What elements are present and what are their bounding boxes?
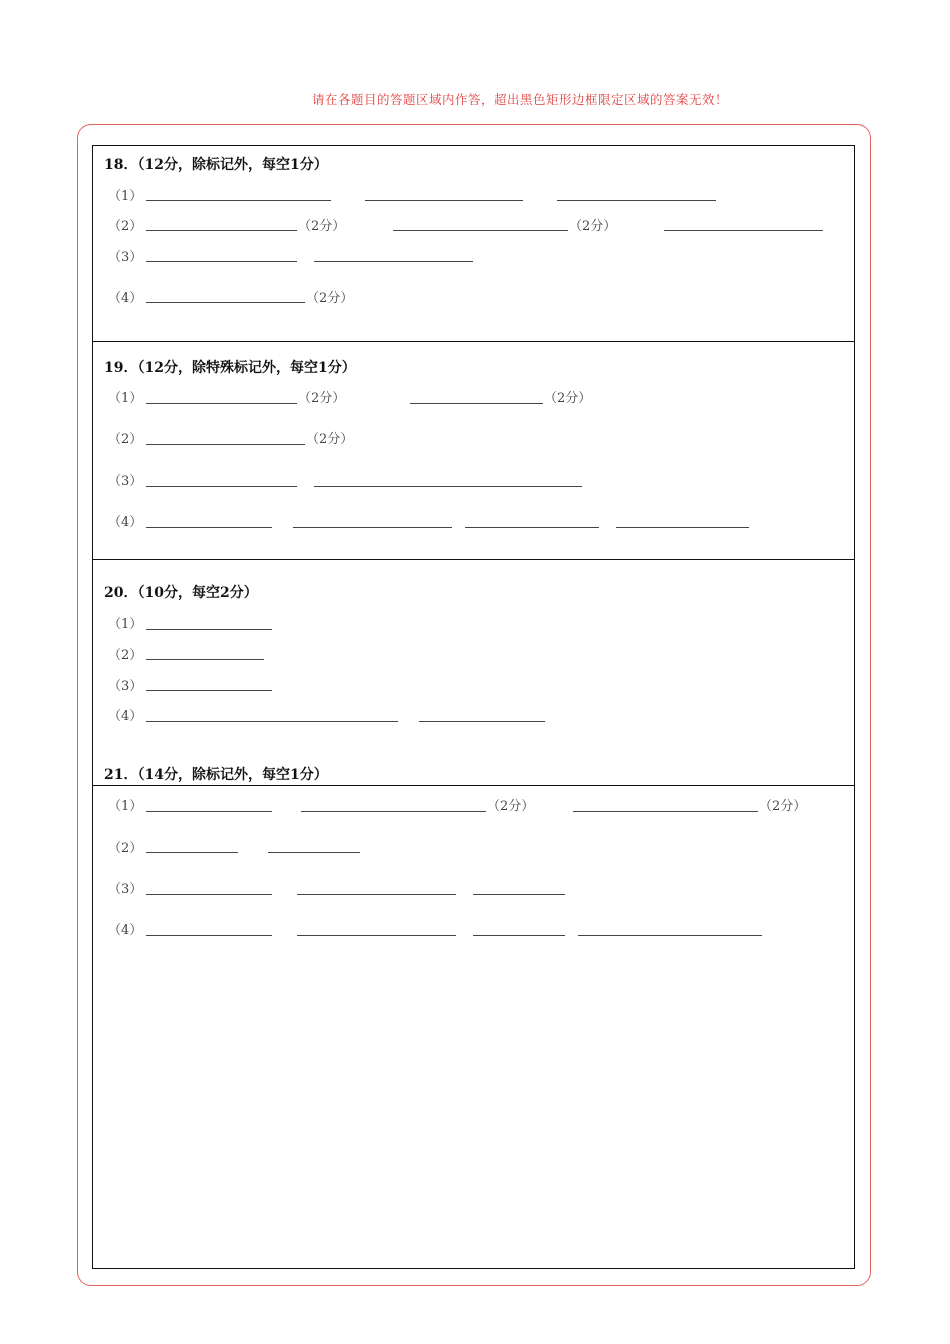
part-3-label: （3） <box>108 882 143 897</box>
answer-blank[interactable] <box>146 230 297 231</box>
answer-blank[interactable] <box>573 811 758 812</box>
answer-blank[interactable] <box>393 230 568 231</box>
answer-blank[interactable] <box>297 935 456 936</box>
answer-blank[interactable] <box>465 527 599 528</box>
answer-blank[interactable] <box>419 721 545 722</box>
part-4-label: （4） <box>108 515 143 530</box>
part-1-label: （1） <box>108 617 143 632</box>
part-3-label: （3） <box>108 250 143 265</box>
part-4-label: （4） <box>108 709 143 724</box>
answer-blank[interactable] <box>664 230 823 231</box>
answer-blank[interactable] <box>297 894 456 895</box>
points-note: （2分） <box>759 799 807 814</box>
part-1-label: （1） <box>108 189 143 204</box>
answer-area-notice: 请在各题目的答题区域内作答，超出黑色矩形边框限定区域的答案无效！ <box>311 92 728 107</box>
answer-blank[interactable] <box>146 629 272 630</box>
section-divider <box>92 785 855 786</box>
answer-blank[interactable] <box>146 486 297 487</box>
answer-blank[interactable] <box>146 261 297 262</box>
answer-blank[interactable] <box>146 444 305 445</box>
part-1-label: （1） <box>108 391 143 406</box>
answer-blank[interactable] <box>146 659 264 660</box>
answer-blank[interactable] <box>146 935 272 936</box>
points-note: （2分） <box>544 391 592 406</box>
part-1-label: （1） <box>108 799 143 814</box>
part-2-label: （2） <box>108 219 143 234</box>
answer-region-frame <box>92 145 855 1269</box>
points-note: （2分） <box>487 799 535 814</box>
answer-blank[interactable] <box>365 200 523 201</box>
answer-blank[interactable] <box>268 852 360 853</box>
part-2-label: （2） <box>108 648 143 663</box>
points-note: （2分） <box>298 219 346 234</box>
part-2-label: （2） <box>108 432 143 447</box>
answer-blank[interactable] <box>146 690 272 691</box>
question-18-title: 18．（12分，除标记外，每空1分） <box>104 157 328 173</box>
question-20-title: 20．（10分，每空2分） <box>104 585 258 601</box>
answer-blank[interactable] <box>146 527 272 528</box>
question-19-title: 19．（12分，除特殊标记外，每空1分） <box>104 360 356 376</box>
answer-blank[interactable] <box>146 811 272 812</box>
answer-blank[interactable] <box>146 200 331 201</box>
part-2-label: （2） <box>108 841 143 856</box>
points-note: （2分） <box>298 391 346 406</box>
part-3-label: （3） <box>108 679 143 694</box>
answer-blank[interactable] <box>146 302 305 303</box>
section-divider <box>92 559 855 560</box>
answer-blank[interactable] <box>410 403 543 404</box>
answer-blank[interactable] <box>314 486 582 487</box>
answer-blank[interactable] <box>473 894 565 895</box>
answer-blank[interactable] <box>146 852 238 853</box>
answer-blank[interactable] <box>473 935 565 936</box>
points-note: （2分） <box>569 219 617 234</box>
answer-blank[interactable] <box>146 894 272 895</box>
answer-blank[interactable] <box>578 935 762 936</box>
answer-blank[interactable] <box>314 261 473 262</box>
answer-blank[interactable] <box>293 527 452 528</box>
question-21-title: 21．（14分，除标记外，每空1分） <box>104 767 328 783</box>
answer-blank[interactable] <box>146 721 398 722</box>
answer-blank[interactable] <box>616 527 749 528</box>
part-4-label: （4） <box>108 923 143 938</box>
part-3-label: （3） <box>108 474 143 489</box>
part-4-label: （4） <box>108 291 143 306</box>
answer-blank[interactable] <box>557 200 716 201</box>
points-note: （2分） <box>306 432 354 447</box>
answer-blank[interactable] <box>301 811 486 812</box>
points-note: （2分） <box>306 291 354 306</box>
section-divider <box>92 341 855 342</box>
answer-blank[interactable] <box>146 403 297 404</box>
